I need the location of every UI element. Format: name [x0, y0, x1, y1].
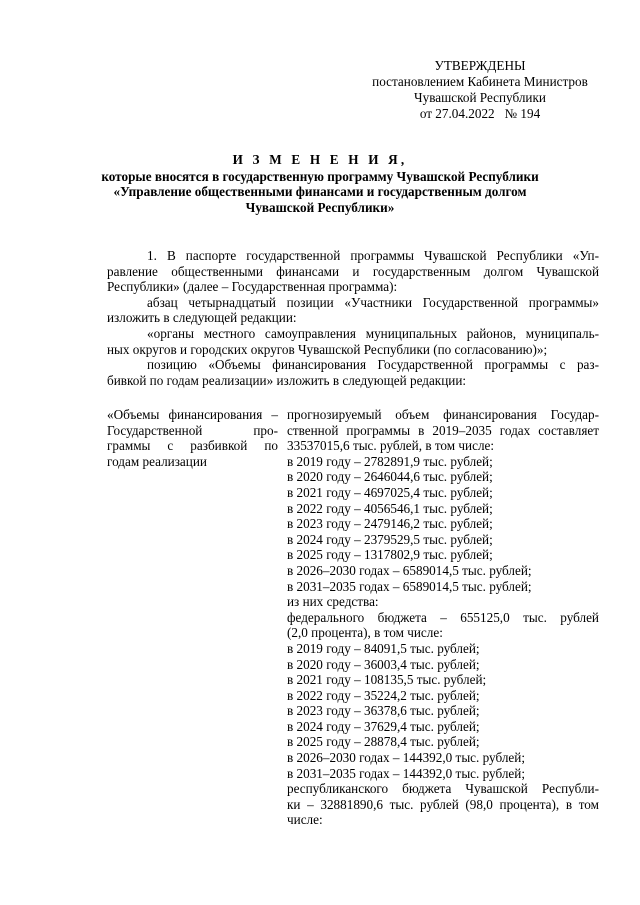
value-line: (2,0 процента), в том числе:: [287, 625, 443, 641]
value-line: в 2022 году – 35224,2 тыс. рублей;: [287, 687, 480, 703]
value-line: ки – 32881890,6 тыс. рублей (98,0 процента), в том: [287, 796, 599, 812]
value-line: в 2019 году – 84091,5 тыс. рублей;: [287, 640, 480, 656]
value-line: в 2019 году – 2782891,9 тыс. рублей;: [287, 453, 493, 469]
text-line: ных округов и городских округов Чувашской Республики (по согласованию)»;: [107, 341, 548, 357]
text-line: бивкой по годам реализации» изложить в следующей редакции:: [107, 372, 467, 388]
value-line: в 2026–2030 годах – 6589014,5 тыс. рублей;: [287, 562, 532, 578]
text-line: 1. В паспорте государственной программы Чувашской Республики «Уп-: [147, 248, 599, 263]
value-line: в 2020 году – 2646044,6 тыс. рублей;: [287, 469, 493, 485]
document-title: [100, 152, 540, 215]
text-line: равление общественными финансами и государственным долгом Чувашской: [107, 263, 599, 279]
label-line: «Объемы финансирования –: [107, 407, 278, 422]
approval-region: Чувашской Республики: [414, 90, 546, 105]
value-line: в 2021 году – 108135,5 тыс. рублей;: [287, 672, 487, 688]
approval-stamp: [360, 58, 600, 122]
title-line-3: «Управление общественными финансами и государственным долгом: [113, 184, 527, 199]
paragraph-2: [107, 295, 599, 326]
value-line: из них средства:: [287, 594, 379, 610]
value-line: 33537015,6 тыс. рублей, в том числе:: [287, 438, 495, 454]
approval-heading: УТВЕРЖДЕНЫ: [434, 58, 526, 73]
value-line: числе:: [287, 812, 323, 828]
value-line: ственной программы в 2019–2035 годах составляет: [287, 422, 599, 438]
label-line: граммы с разбивкой по: [107, 438, 278, 454]
value-line: в 2023 году – 36378,6 тыс. рублей;: [287, 703, 480, 719]
approval-date-number: от 27.04.2022 № 194: [419, 106, 541, 121]
value-line: в 2025 году – 1317802,9 тыс. рублей;: [287, 547, 493, 563]
financing-values-column: [287, 407, 599, 828]
value-line: в 2025 году – 28878,4 тыс. рублей;: [287, 734, 480, 750]
value-line: в 2026–2030 годах – 144392,0 тыс. рублей;: [287, 750, 525, 766]
text-line: Республики» (далее – Государственная программа):: [107, 279, 398, 295]
value-line: федерального бюджета – 655125,0 тыс. рублей: [287, 609, 599, 625]
value-line: в 2020 году – 36003,4 тыс. рублей;: [287, 656, 480, 672]
value-line: в 2024 году – 2379529,5 тыс. рублей;: [287, 531, 493, 547]
label-line: Государственной про-: [107, 422, 278, 438]
title-line-4: Чувашской Республики»: [245, 199, 395, 215]
value-line: республиканского бюджета Чувашской Республи-: [287, 781, 599, 797]
text-line: абзац четырнадцатый позиции «Участники Государственной программы»: [147, 294, 599, 310]
text-line: позицию «Объемы финансирования Государственной программы с раз-: [147, 357, 599, 373]
value-line: в 2024 году – 37629,4 тыс. рублей;: [287, 718, 480, 734]
title-line-2: которые вносятся в государственную программу Чувашской Республики: [101, 168, 539, 184]
value-line: в 2031–2035 годах – 144392,0 тыс. рублей;: [287, 765, 525, 781]
value-line: в 2031–2035 годах – 6589014,5 тыс. рублей;: [287, 578, 532, 594]
value-line: в 2022 году – 4056546,1 тыс. рублей;: [287, 500, 493, 516]
value-line: прогнозируемый объем финансирования Государ-: [287, 407, 599, 422]
paragraph-1: [107, 248, 599, 295]
text-line: изложить в следующей редакции:: [107, 310, 297, 326]
value-line: в 2021 году – 4697025,4 тыс. рублей;: [287, 484, 493, 500]
value-line: в 2023 году – 2479146,2 тыс. рублей;: [287, 516, 493, 532]
approval-authority: постановлением Кабинета Министров: [372, 74, 588, 89]
paragraph-3: [107, 326, 599, 357]
label-line: годам реализации: [107, 453, 207, 469]
text-line: «органы местного самоуправления муниципальных районов, муниципаль-: [147, 325, 599, 341]
paragraph-4: [107, 357, 599, 388]
document-body: [107, 248, 599, 388]
financing-label-column: [107, 407, 278, 469]
title-caps: И З М Е Н Е Н И Я,: [232, 152, 408, 167]
